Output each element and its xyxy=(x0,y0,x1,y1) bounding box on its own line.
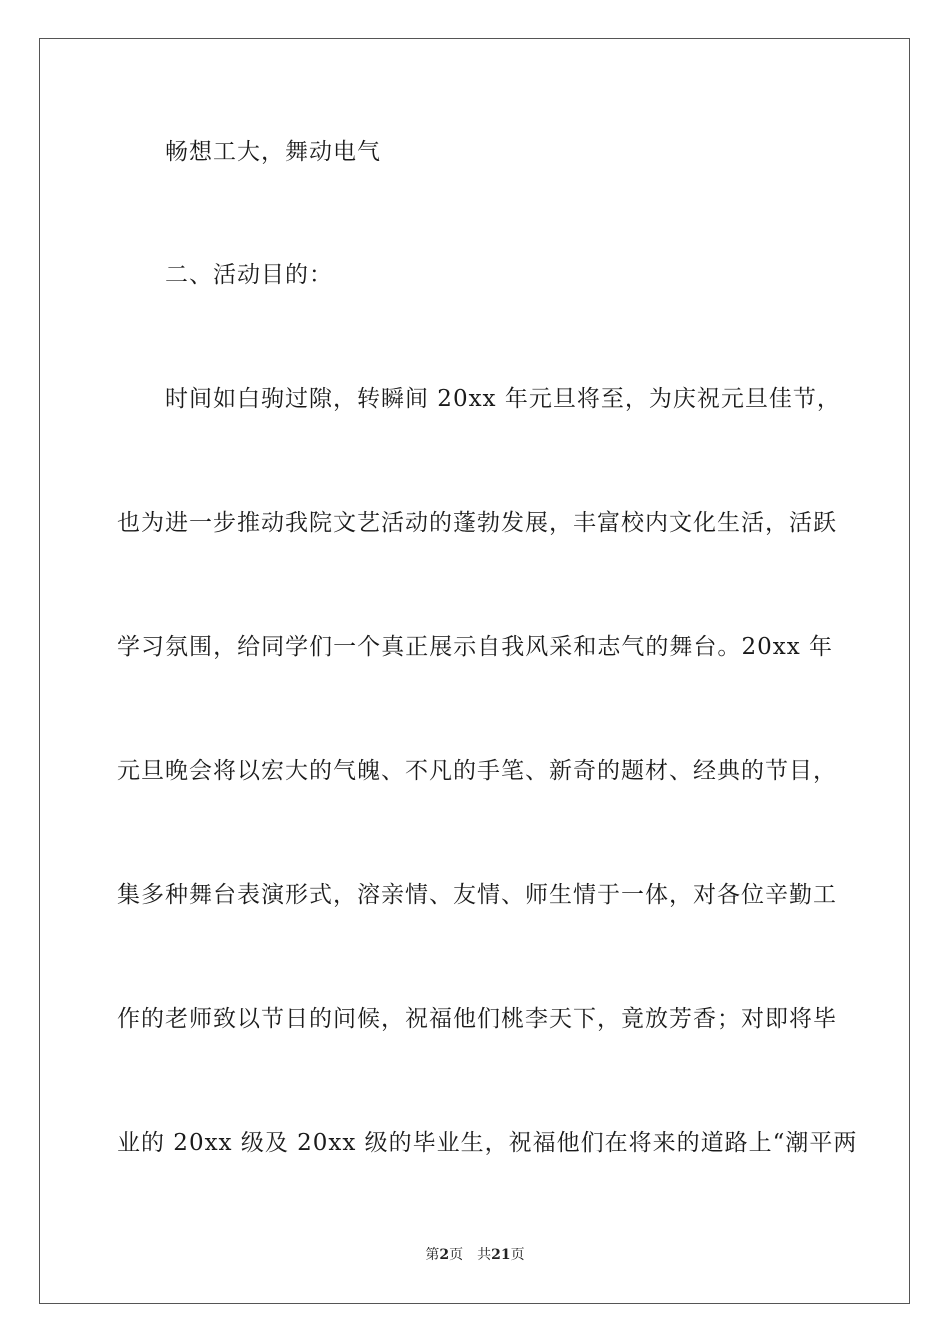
footer-total-prefix: 共 xyxy=(477,1247,492,1263)
footer-page-total: 21 xyxy=(491,1247,511,1263)
footer-total-suffix: 页 xyxy=(510,1247,525,1263)
paragraph-line-4: 元旦晚会将以宏大的气魄、不凡的手笔、新奇的题材、经典的节目， xyxy=(117,758,837,784)
footer-page-suffix: 页 xyxy=(449,1247,464,1263)
paragraph-line-2: 也为进一步推动我院文艺活动的蓬勃发展，丰富校内文化生活，活跃 xyxy=(117,510,837,536)
paragraph-line-7: 业的 20xx 级及 20xx 级的毕业生，祝福他们在将来的道路上“潮平两 xyxy=(117,1130,858,1156)
footer-page-prefix: 第 xyxy=(425,1247,440,1263)
paragraph-line-6: 作的老师致以节日的问候，祝福他们桃李天下，竟放芳香；对即将毕 xyxy=(117,1006,837,1032)
paragraph-line-3: 学习氛围，给同学们一个真正展示自我风采和志气的舞台。20xx 年 xyxy=(117,634,833,660)
section-heading: 二、活动目的： xyxy=(165,262,333,288)
page-border xyxy=(39,38,910,1304)
paragraph-line-1: 时间如白驹过隙，转瞬间 20xx 年元旦将至，为庆祝元旦佳节， xyxy=(165,386,841,412)
page-footer xyxy=(0,1246,950,1264)
footer-page-current: 2 xyxy=(439,1247,450,1263)
text-line-slogan: 畅想工大，舞动电气 xyxy=(165,139,381,165)
paragraph-line-5: 集多种舞台表演形式，溶亲情、友情、师生情于一体，对各位辛勤工 xyxy=(117,882,837,908)
